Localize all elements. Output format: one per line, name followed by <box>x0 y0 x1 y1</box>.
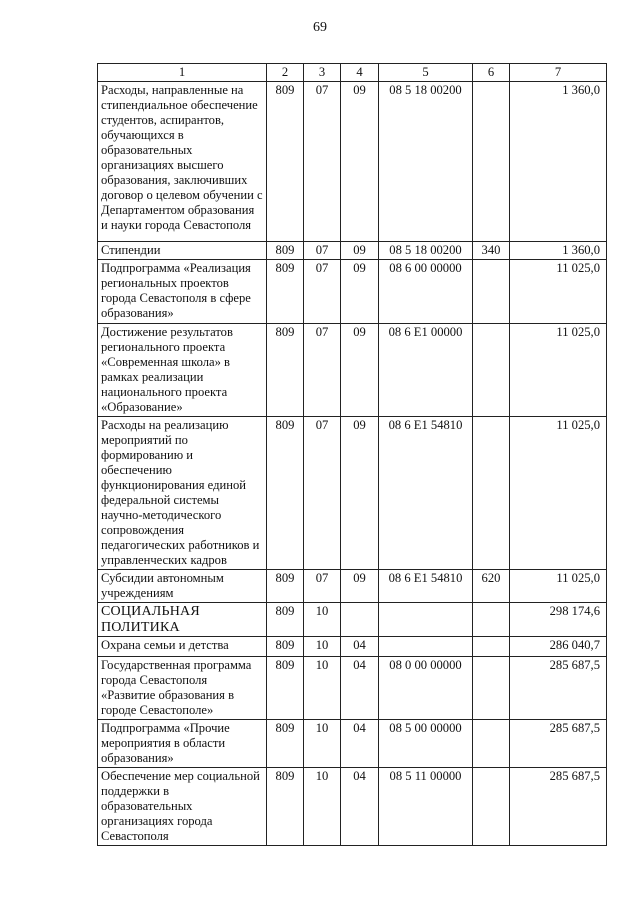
amount-cell: 11 025,0 <box>510 260 607 324</box>
ved-cell: 809 <box>267 637 304 657</box>
expense-type-cell <box>473 768 510 846</box>
subsection-cell: 09 <box>341 324 379 417</box>
ved-cell: 809 <box>267 82 304 242</box>
table-row <box>98 260 607 324</box>
row-name-cell: Государственная программа города Севастополя «Развитие образования в городе Севастополе» <box>98 657 267 720</box>
section-cell: 10 <box>304 657 341 720</box>
table-row <box>98 82 607 242</box>
subsection-cell: 09 <box>341 242 379 260</box>
target-article-cell <box>379 603 473 637</box>
amount-cell: 286 040,7 <box>510 637 607 657</box>
target-article-cell: 08 5 00 00000 <box>379 720 473 768</box>
target-article-cell: 08 6 E1 54810 <box>379 570 473 603</box>
subsection-cell: 04 <box>341 657 379 720</box>
expense-type-cell <box>473 720 510 768</box>
section-cell: 07 <box>304 82 341 242</box>
table-row <box>98 603 607 637</box>
amount-cell: 11 025,0 <box>510 417 607 570</box>
ved-cell: 809 <box>267 570 304 603</box>
target-article-cell: 08 6 E1 00000 <box>379 324 473 417</box>
page-number: 69 <box>313 20 327 35</box>
target-article-cell <box>379 637 473 657</box>
amount-cell: 11 025,0 <box>510 324 607 417</box>
subsection-cell: 09 <box>341 82 379 242</box>
expense-type-cell <box>473 324 510 417</box>
ved-cell: 809 <box>267 657 304 720</box>
budget-table <box>97 63 607 846</box>
amount-cell: 11 025,0 <box>510 570 607 603</box>
expense-type-cell <box>473 260 510 324</box>
header-cell: 7 <box>510 64 607 82</box>
row-name-cell: Расходы, направленные на стипендиальное обеспечение студентов, аспирантов, обучающихся в образовательных организациях высшего образования, заключивших договор о целевом обучении с Департаментом образования и науки города Севастополя <box>98 82 267 242</box>
target-article-cell: 08 6 00 00000 <box>379 260 473 324</box>
section-cell: 10 <box>304 637 341 657</box>
ved-cell: 809 <box>267 720 304 768</box>
row-name-cell: Субсидии автономным учреждениям <box>98 570 267 603</box>
ved-cell: 809 <box>267 768 304 846</box>
expense-type-cell: 340 <box>473 242 510 260</box>
ved-cell: 809 <box>267 324 304 417</box>
amount-cell: 1 360,0 <box>510 82 607 242</box>
section-cell: 10 <box>304 603 341 637</box>
expense-type-cell <box>473 657 510 720</box>
row-name-cell: Подпрограмма «Реализация региональных проектов города Севастополя в сфере образования» <box>98 260 267 324</box>
subsection-cell: 04 <box>341 720 379 768</box>
ved-cell: 809 <box>267 260 304 324</box>
subsection-cell: 09 <box>341 417 379 570</box>
row-name-cell: Стипендии <box>98 242 267 260</box>
amount-cell: 285 687,5 <box>510 720 607 768</box>
expense-type-cell <box>473 417 510 570</box>
table-row <box>98 417 607 570</box>
table-row <box>98 242 607 260</box>
section-cell: 10 <box>304 768 341 846</box>
target-article-cell: 08 0 00 00000 <box>379 657 473 720</box>
amount-cell: 1 360,0 <box>510 242 607 260</box>
subsection-cell: 04 <box>341 768 379 846</box>
subsection-cell: 09 <box>341 260 379 324</box>
row-name-cell: СОЦИАЛЬНАЯ ПОЛИТИКА <box>98 603 267 637</box>
header-cell: 2 <box>267 64 304 82</box>
section-cell: 10 <box>304 720 341 768</box>
amount-cell: 285 687,5 <box>510 768 607 846</box>
table-row <box>98 570 607 603</box>
target-article-cell: 08 5 11 00000 <box>379 768 473 846</box>
ved-cell: 809 <box>267 242 304 260</box>
table-row <box>98 768 607 846</box>
row-name-cell: Подпрограмма «Прочие мероприятия в области образования» <box>98 720 267 768</box>
subsection-cell: 04 <box>341 637 379 657</box>
header-cell: 3 <box>304 64 341 82</box>
header-cell: 4 <box>341 64 379 82</box>
header-cell: 6 <box>473 64 510 82</box>
section-cell: 07 <box>304 242 341 260</box>
header-cell: 5 <box>379 64 473 82</box>
expense-type-cell: 620 <box>473 570 510 603</box>
ved-cell: 809 <box>267 417 304 570</box>
section-cell: 07 <box>304 260 341 324</box>
row-name-cell: Достижение результатов регионального проекта «Современная школа» в рамках реализации национального проекта «Образование» <box>98 324 267 417</box>
amount-cell: 298 174,6 <box>510 603 607 637</box>
table-row <box>98 657 607 720</box>
section-cell: 07 <box>304 417 341 570</box>
row-name-cell: Обеспечение мер социальной поддержки в образовательных организациях города Севастополя <box>98 768 267 846</box>
target-article-cell: 08 6 E1 54810 <box>379 417 473 570</box>
ved-cell: 809 <box>267 603 304 637</box>
target-article-cell: 08 5 18 00200 <box>379 242 473 260</box>
table-row <box>98 637 607 657</box>
target-article-cell: 08 5 18 00200 <box>379 82 473 242</box>
table-row <box>98 324 607 417</box>
header-cell: 1 <box>98 64 267 82</box>
subsection-cell <box>341 603 379 637</box>
expense-type-cell <box>473 637 510 657</box>
expense-type-cell <box>473 82 510 242</box>
section-cell: 07 <box>304 324 341 417</box>
section-cell: 07 <box>304 570 341 603</box>
row-name-cell: Расходы на реализацию мероприятий по формированию и обеспечению функционирования единой федеральной системы научно-методического сопровождения педагогических работников и управленческих кадров <box>98 417 267 570</box>
amount-cell: 285 687,5 <box>510 657 607 720</box>
table-row <box>98 720 607 768</box>
row-name-cell: Охрана семьи и детства <box>98 637 267 657</box>
subsection-cell: 09 <box>341 570 379 603</box>
table-header-row <box>98 64 607 82</box>
expense-type-cell <box>473 603 510 637</box>
